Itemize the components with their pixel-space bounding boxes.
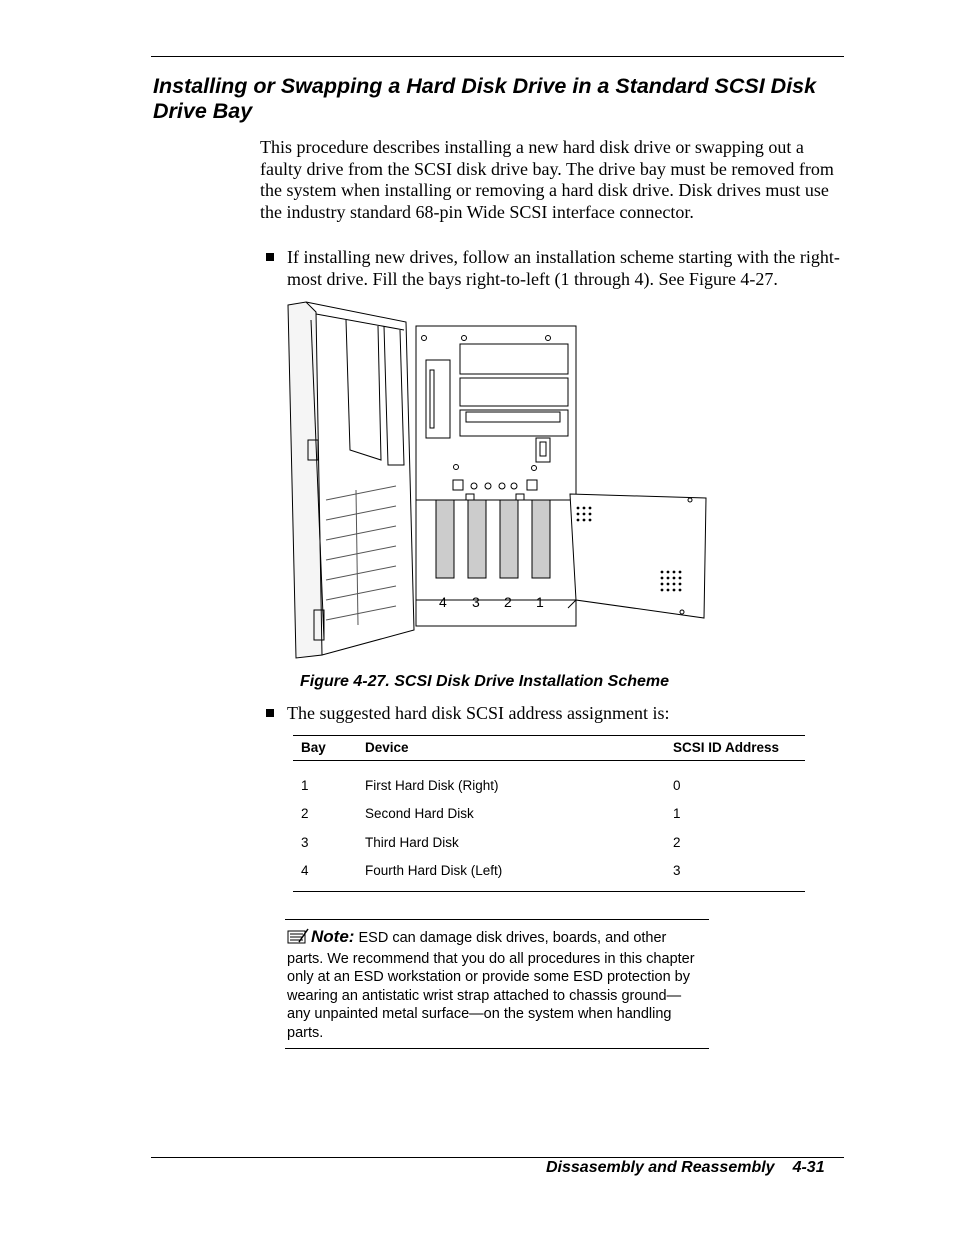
figure-caption: Figure 4-27. SCSI Disk Drive Installation Scheme	[300, 673, 670, 690]
cell-device: Third Hard Disk	[365, 834, 459, 850]
footer-section: Dissasembly and Reassembly	[546, 1159, 775, 1176]
table-row	[293, 761, 805, 800]
section-heading: Installing or Swapping a Hard Disk Drive in a Standard SCSI Disk Drive Bay	[153, 74, 817, 123]
top-rule	[151, 56, 844, 57]
drive-bay-3	[468, 500, 486, 578]
table-row	[293, 828, 805, 857]
cell-device: First Hard Disk (Right)	[365, 777, 499, 793]
cell-scsi-id: 2	[673, 834, 681, 850]
cell-device: Second Hard Disk	[365, 806, 474, 822]
bullet-marker	[266, 253, 274, 261]
cell-bay: 3	[301, 834, 309, 850]
header-scsi-id: SCSI ID Address	[665, 736, 805, 761]
scsi-address-table	[293, 735, 805, 892]
bay-label-2: 2	[504, 594, 512, 610]
drive-bay-4	[436, 500, 454, 578]
bullet-install-scheme	[266, 247, 841, 290]
bullet-text: The suggested hard disk SCSI address assignment is:	[287, 703, 670, 723]
page-number: 4-31	[792, 1159, 825, 1176]
esd-note	[285, 919, 709, 1049]
cell-bay: 1	[301, 777, 309, 793]
note-label: Note:	[311, 927, 355, 946]
cell-device: Fourth Hard Disk (Left)	[357, 857, 665, 892]
note-text: ESD can damage disk drives, boards, and other parts. We recommend that you do all procedures in this chapter only at an ESD workstation or provide some ESD protection by wearing an antistatic wrist strap attached to chassis ground—any unpainted metal surface—on the system when handling parts.	[287, 930, 695, 1041]
drive-bay-1	[532, 500, 550, 578]
table-row	[293, 857, 805, 892]
bullet-address-assignment	[266, 703, 841, 725]
cell-scsi-id: 0	[673, 777, 681, 793]
page-footer	[546, 1159, 825, 1177]
cell-bay: 2	[301, 806, 309, 822]
bay-label-3: 3	[472, 594, 480, 610]
bullet-marker	[266, 709, 274, 717]
drive-bay-2	[500, 500, 518, 578]
table-row	[293, 800, 805, 829]
cell-bay: 4	[293, 857, 357, 892]
cell-scsi-id: 3	[665, 857, 805, 892]
bullet-text: If installing new drives, follow an installation scheme starting with the right-most drive. Fill the bays right-to-left (1 through 4). See Figure 4-27.	[287, 247, 840, 289]
chassis-illustration	[286, 300, 710, 660]
bottom-rule	[151, 1157, 844, 1158]
cell-scsi-id: 1	[673, 806, 681, 822]
table-header-row	[293, 736, 805, 761]
header-device: Device	[357, 736, 665, 761]
scsi-bay-figure	[286, 300, 710, 660]
intro-paragraph: This procedure describes installing a new hard disk drive or swapping out a faulty drive from the SCSI disk drive bay. The drive bay must be removed from the system when installing or removing a hard disk drive. Disk drives must use the industry standard 68-pin Wide SCSI interface connector.	[260, 137, 834, 223]
bay-label-4: 4	[439, 594, 447, 610]
note-pad-icon	[287, 928, 309, 950]
header-bay: Bay	[293, 736, 357, 761]
bay-label-1: 1	[536, 594, 544, 610]
